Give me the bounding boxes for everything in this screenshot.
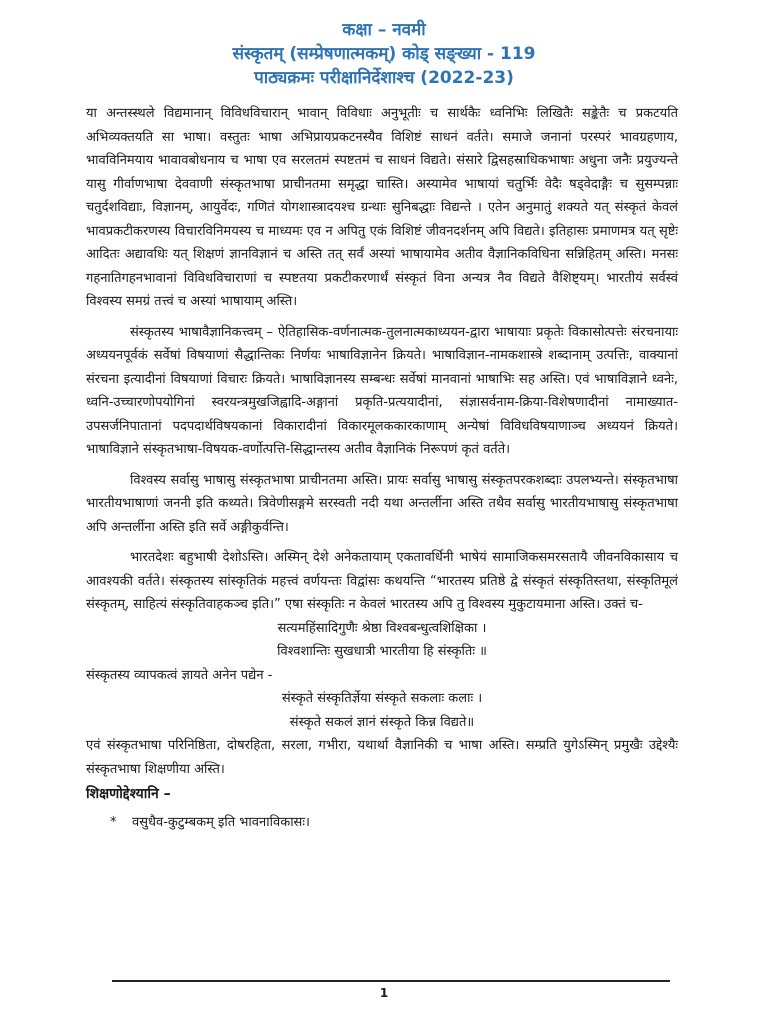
vyapakatva-line: संस्कृतस्य व्यापकत्वं ज्ञायते अनेन पद्येन - (86, 667, 273, 683)
culture-paragraph: भारतदेशः बहुभाषी देशोऽस्ति। अस्मिन् देशे अनेकतायाम् एकतावर्धिनी भाषेयं सामाजिकसमरसतायै जीवनविकासाय च आवश्यकी वर्तते। संस्कृतस्य सांस्कृतिकं महत्त्वं वर्णयन्तः विद्वांसः कथयन्ति “भारतस्य प्रतिष्ठे द्वे संस्कृतं संस्कृतिस्तथा, संस्कृतिमूलं संस्कृतम्, साहित्यं संस्कृतिवाहकञ्च इति।” एषा संस्कृतिः न केवलं भारतस्य अपि तु विश्वस्य मुकुटायमाना अस्ति। उक्तं च- (86, 550, 678, 612)
linguistics-paragraph: संस्कृतस्य भाषावैज्ञानिकत्त्वम् – ऐतिहासिक-वर्णनात्मक-तुलनात्मकाध्ययन-द्वारा भाषायाः प्रकृतेः विकासोत्पत्तेः संरचनायाः अध्ययनपूर्वकं सर्वेषां विषयाणां सैद्धान्तिकः निर्णयः भाषाविज्ञानेन क्रियते। भाषाविज्ञान-नामकशास्त्रे शब्दानाम् उत्पत्तिः, वाक्यानां संरचना इत्यादीनां विषयाणां विचारः क्रियते। भाषाविज्ञानस्य सम्बन्धः सर्वेषां मानवानां भाषाभिः सह अस्ति। एवं भाषाविज्ञाने ध्वनेः, ध्वनि-उच्चारणोपयोगिनां स्वरयन्त्रमुखजिह्वादि-अङ्गानां प्रकृति-प्रत्ययादीनां, संज्ञासर्वनाम-क्रिया-विशेषणादीनां नामाख्यात-उपसर्जनिपातानां पदपदार्थविषयकानां विकारादीनां विकारमूलककारकाणाम् अन्येषां विविधविषयाणाञ्च अध्ययनं क्रियते। भाषाविज्ञाने संस्कृतभाषा-विषयक-वर्णोत्पत्ति-सिद्धान्तस्य अतीव वैज्ञानिकं निरूपणं कृतं वर्तते। (86, 324, 678, 457)
objective-text: वसुधैव-कुटुम्बकम् इति भावनाविकासः। (132, 814, 310, 830)
syllabus-heading: पाठ्यक्रमः परीक्षानिर्देशाश्च (2022-23) (254, 68, 514, 88)
verse-2-line-2: संस्कृते सकलं ज्ञानं संस्कृते किन्न विद्यते॥ (289, 714, 475, 730)
objective-item (110, 811, 678, 835)
intro-paragraph: या अन्तस्स्थले विद्यमानान् विविधविचारान् भावान् विविधाः अनुभूतीः च सार्थकैः ध्वनिभिः लिखितैः सङ्केतैः च प्रकटयति अभिव्यक्तयति सा भाषा। वस्तुतः भाषा अभिप्रायप्रकटनस्यैव विशिष्टं साधनं वर्तते। समाजे जनानां परस्परं भावग्रहणाय, भावविनिमयाय भावावबोधनाय च भाषा एव सरलतमं स्पष्टतमं च साधनं विद्यते। संसारे द्विसहस्राधिकभाषाः अधुना जनैः प्रयुज्यन्ते यासु गीर्वाणभाषा देववाणी संस्कृतभाषा प्राचीनतमा समृद्धा चास्ति। अस्यामेव भाषायां चतुर्भिः वेदैः षड्वेदाङ्गैः च सुसम्पन्नाः चतुर्दशविद्याः, विज्ञानम्, आयुर्वेदः, गणितं योगशास्त्रादयश्च ग्रन्थाः सुनिबद्धाः विद्यन्ते । एतेन अनुमातुं शक्यते यत् संस्कृतं केवलं भावप्रकटीकरणस्य विचारविनिमयस्य च माध्यमः एव न अपितु एकं विशिष्टं जीवनदर्शनम् अपि विद्यते। इतिहासः प्रमाणमत्र यत् सृष्टेः आदितः अद्यावधिः यत् शिक्षणं ज्ञानविज्ञानं च अस्ति तत् सर्वं अस्यां भाषायामेव अतीव वैज्ञानिकविधिना सन्निहितम् अस्ति। मनसः गहनातिगहनभावानां विविधविचाराणां च स्पष्टतया प्रकटीकरणार्थं संस्कृतं विना अन्यत्र नैव विद्यते वैशिष्ट्यम्। भारतीयं सर्वस्वं विश्वस्य समग्रं तत्त्वं च अस्यां भाषायाम् अस्ति। (86, 106, 678, 309)
class-heading: कक्षा – नवमी (342, 20, 426, 40)
footer-rule (112, 980, 670, 982)
verse-2-line-1: संस्कृते संस्कृतिर्ज्ञेया संस्कृते सकलाः कलाः । (281, 691, 483, 706)
verse-1-line-1: सत्यमहिंसादिगुणैः श्रेष्ठा विश्वबन्धुत्वशिक्षिका । (277, 620, 487, 636)
objectives-heading: शिक्षणोद्देश्यानि – (86, 786, 171, 802)
antiquity-paragraph: विश्वस्य सर्वासु भाषासु संस्कृतभाषा प्राचीनतमा अस्ति। प्रायः सर्वासु भाषासु संस्कृतपरकशब्दाः उपलभ्यन्ते। संस्कृतभाषा भारतीयभाषाणां जननी इति कथ्यते। त्रिवेणीसङ्गमे सरस्वती नदी यथा अन्तर्लीना अस्ति तथैव सर्वासु भारतीयभाषासु संस्कृतभाषा अपि अन्तर्लीना अस्ति इति सर्वे अङ्गीकुर्वन्ति। (86, 472, 678, 535)
page-number: 1 (379, 986, 389, 1000)
bullet-marker: * (110, 814, 117, 830)
conclusion-paragraph: एवं संस्कृतभाषा परिनिष्ठिता, दोषरहिता, सरला, गभीरा, यथार्था वैज्ञानिकी च भाषा अस्ति। सम्प्रति युगेऽस्मिन् प्रमुखैः उद्देश्यैः संस्कृतभाषा शिक्षणीया अस्ति। (86, 738, 678, 777)
document-body (86, 102, 678, 834)
verse-1-line-2: विश्वशान्तिः सुखधात्री भारतीया हि संस्कृतिः ॥ (277, 644, 487, 659)
subject-heading: संस्कृतम् (सम्प्रेषणात्मकम्) कोड् सङ्ख्या - 119 (232, 44, 536, 64)
